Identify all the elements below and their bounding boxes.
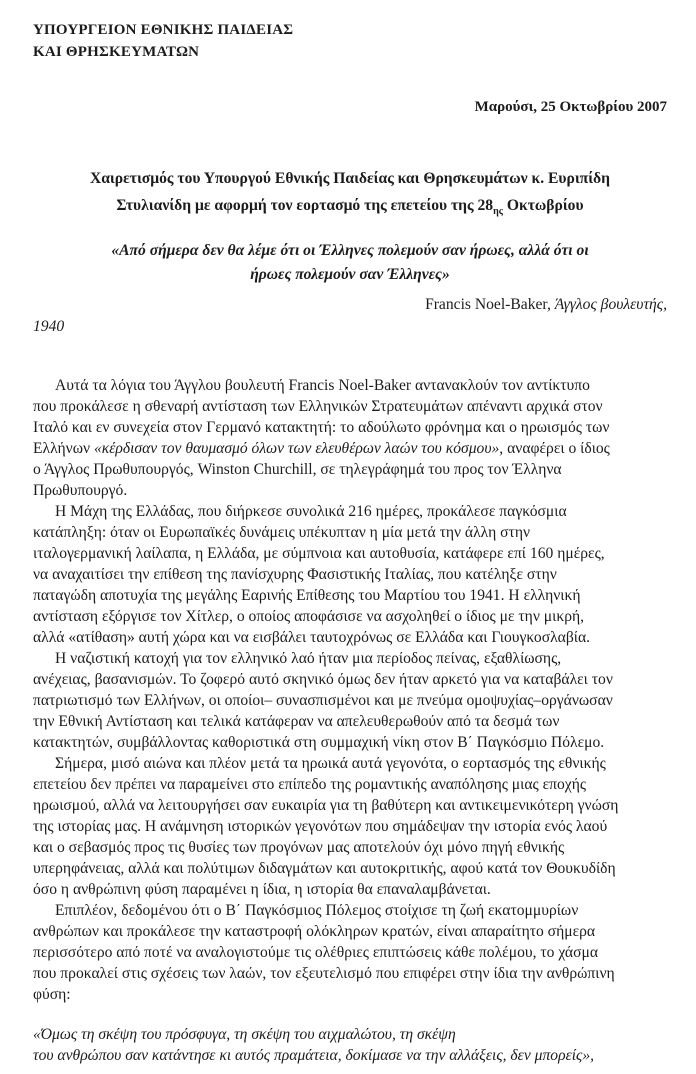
text-line: ανθρώπων και προκάλεσε την καταστροφή ολόκληρων κρατών, είναι απαραίτητο σήμερα [33,923,596,940]
text-line: ο Άγγλος Πρωθυπουργός, Winston Churchill, σε τηλεγράφημά του προς τον Έλληνα [33,461,562,478]
text-line: Η ναζιστική κατοχή για τον ελληνικό λαό ήταν μια περίοδος πείνας, εξαθλίωσης, [55,650,562,667]
text-line: να αναχαιτίσει την επίθεση της πανίσχυρης Φασιστικής Ιταλίας, που κατέληξε στην [33,566,557,583]
text-line: κατάπληξη: όταν οι Ευρωπαϊκές δυνάμεις υπέκυπταν η μία μετά την άλλη στην [33,524,531,541]
text-line: Επιπλέον, δεδομένου ότι ο Β΄ Παγκόσμιος Πόλεμος στοίχισε τη ζωή εκατομμυρίων [55,902,579,919]
text-line: που προκάλεσε η σθεναρή αντίσταση των Ελληνικών Στρατευμάτων απέναντι αρχικά στον [33,398,603,415]
closing-quote-line-2: του ανθρώπου σαν κατάντησε κι αυτός πραμάτεια, δοκίμασε να την αλλάξεις, δεν μπορείς», [33,1047,595,1064]
attribution-name: Francis Noel-Baker, [425,296,555,313]
title-line-2-text: Στυλιανίδη με αφορμή τον εορτασμό της επετείου της 28 [116,197,494,214]
text-line: αλλά «ατίθαση» αυτή χώρα και να εισβάλει ταυτοχρόνως σε Ελλάδα και Γιουγκοσλαβία. [33,629,591,646]
title-ordinal-subscript: ης [493,206,504,218]
quote-attribution [33,294,667,315]
text-line: ηρωισμού, αλλά να λειτουργήσει σαν ευκαιρία για τη βαθύτερη και αντικειμενικότερη γνώση [33,797,619,814]
text-line: φύση: [33,986,71,1003]
body-text [33,375,667,1005]
text-segment: Ελλήνων [33,440,94,457]
epigraph-line-2: ήρωες πολεμούν σαν Έλληνες» [250,266,450,283]
text-line [33,438,667,459]
text-line: παταγώδη αποτυχία της μεγάλης Εαρινής Επίθεσης του Μαρτίου του 1941. Η ελληνική [33,587,581,604]
text-line: περισσότερο από ποτέ να αναλογιστούμε τις ολέθριες επιπτώσεις κάθε πολέμου, το χάσμα [33,944,599,961]
title-line-1: Χαιρετισμός του Υπουργού Εθνικής Παιδείας και Θρησκευμάτων κ. Ευριπίδη [89,170,611,187]
attribution-year: 1940 [33,318,65,335]
text-line: υπερηφάνειας, αλλά και πολύτιμων διδαγμάτων και αυτοκριτικής, αφού κατά τον Θουκυδίδη [33,860,616,877]
epigraph-quote [33,239,667,287]
text-line: αντίσταση εξόργισε τον Χίτλερ, ο οποίος αποφάσισε να ασχοληθεί ο ίδιος με την μικρή, [33,608,585,625]
text-line: Ιταλό και εν συνεχεία στον Γερμανό κατακτητή: το αδούλωτο φρόνημα και ο ηρωισμός των [33,419,610,436]
text-line: ανέχειας, βασανισμών. Το ζοφερό αυτό σκηνικό όμως δεν ήταν αρκετό για να καταβάλει τον [33,671,613,688]
text-line: όσο η ανθρώπινη φύση παραμένει η ίδια, η ιστορία θα επαναλαμβάνεται. [33,881,491,898]
text-line: πατριωτισμό των Ελλήνων, οι οποίοι– συνασπισμένοι και με πνεύμα ομοψυχίας–οργάνωσαν [33,692,613,709]
text-line: Πρωθυπουργό. [33,482,128,499]
title-line-2 [33,192,667,219]
document-title [33,165,667,219]
text-line: ιταλογερμανική λαίλαπα, η Ελλάδα, με σύμπνοια και αυτοθυσία, κατάφερε επί 160 ημέρες, [33,545,605,562]
text-line: που προκαλεί στις σχέσεις των λαών, τον εξευτελισμό που επιφέρει στην ίδια την ανθρώπινη [33,965,615,982]
text-line: Η Μάχη της Ελλάδας, που διήρκεσε συνολικά 216 ημέρες, προκάλεσε παγκόσμια [55,503,567,520]
text-line: της ιστορίας μας. Η ανάμνηση ιστορικών γεγονότων που σημάδεψαν την ιστορία ενός λαού [33,818,608,835]
text-line: και ο σεβασμός προς τις θυσίες των προγόνων μας αποτελούν όχι μόνο πηγή εθνικής [33,839,565,856]
closing-quote [33,1024,667,1066]
text-segment: , αναφέρει ο ίδιος [499,440,610,457]
dateline: Μαρούσι, 25 Οκτωβρίου 2007 [474,99,667,115]
text-line: την Εθνική Αντίσταση και τελικά κατάφεραν να απελευθερωθούν από τα δεσμά των [33,713,560,730]
text-line: Αυτά τα λόγια του Άγγλου βουλευτή Francis Noel-Baker αντανακλούν τον αντίκτυπο [55,377,590,394]
attribution-role: Άγγλος βουλευτής, [554,296,667,313]
text-line: επετείου δεν πρέπει να παραμείνει στο επίπεδο της ρομαντικής αναπόλησης μιας εποχής [33,776,587,793]
ministry-header-line-1: ΥΠΟΥΡΓΕΙΟΝ ΕΘΝΙΚΗΣ ΠΑΙΔΕΙΑΣ [33,22,294,38]
text-line: Σήμερα, μισό αιώνα και πλέον μετά τα ηρωικά αυτά γεγονότα, ο εορτασμός της εθνικής [55,755,606,772]
closing-quote-line-1: «Όμως τη σκέψη του πρόσφυγα, τη σκέψη του αιχμαλώτου, τη σκέψη [33,1026,456,1043]
ministry-header [33,19,667,63]
inline-quote-italic: «κέρδισαν τον θαυμασμό όλων των ελευθέρων λαών του κόσμου» [93,440,500,457]
ministry-header-line-2: ΚΑΙ ΘΡΗΣΚΕΥΜΑΤΩΝ [33,44,200,60]
title-line-2-month: Οκτωβρίου [503,197,584,214]
epigraph-line-1: «Από σήμερα δεν θα λέμε ότι οι Έλληνες πολεμούν σαν ήρωες, αλλά ότι οι [111,242,589,259]
text-line: κατακτητών, συμβάλλοντας καθοριστικά στη συμμαχική νίκη στον Β΄ Παγκόσμιο Πόλεμο. [33,734,605,751]
